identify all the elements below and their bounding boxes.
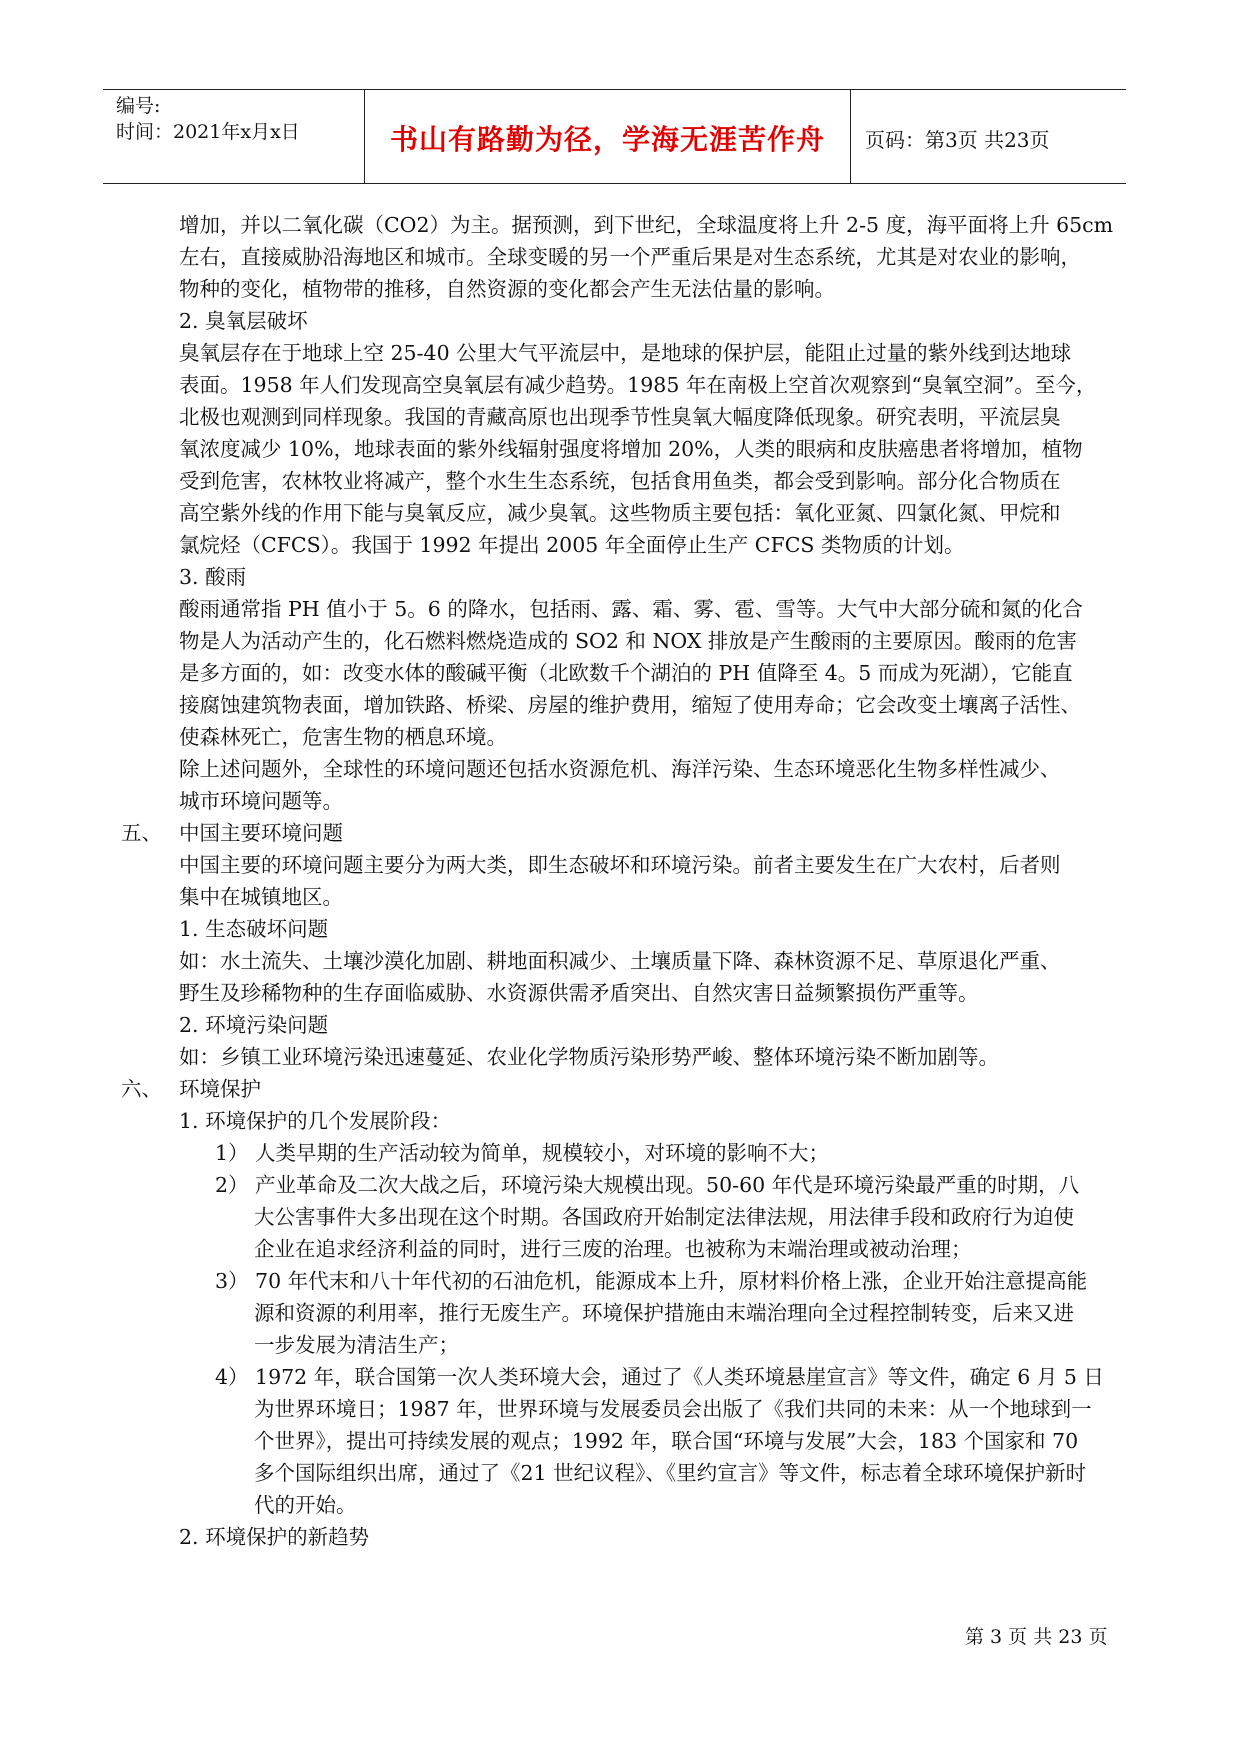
- subheading: 3. 酸雨: [179, 565, 247, 589]
- section-title: 环境保护: [179, 1077, 261, 1101]
- list-item-continuation: 代的开始。: [254, 1493, 357, 1517]
- text-line: 物种的变化，植物带的推移，自然资源的变化都会产生无法估量的影响。: [179, 277, 835, 301]
- section-number: 五、: [121, 821, 162, 845]
- text-line: 如：乡镇工业环境污染迅速蔓延、农业化学物质污染形势严峻、整体环境污染不断加剧等。: [179, 1045, 999, 1069]
- text-line: 臭氧层存在于地球上空 25-40 公里大气平流层中，是地球的保护层，能阻止过量的紫外线到达地球: [179, 341, 1072, 365]
- header-motto-cell: [365, 90, 851, 183]
- text-line: 是多方面的，如：改变水体的酸碱平衡（北欧数千个湖泊的 PH 值降至 4。5 而成为死湖），它能直: [179, 661, 1073, 685]
- text-line: 酸雨通常指 PH 值小于 5。6 的降水，包括雨、露、霜、雾、雹、雪等。大气中大部分硫和氮的化合: [179, 597, 1083, 621]
- text-line: 左右，直接威胁沿海地区和城市。全球变暖的另一个严重后果是对生态系统，尤其是对农业的影响，: [179, 245, 1081, 269]
- text-line: 使森林死亡，危害生物的栖息环境。: [179, 725, 507, 749]
- header-meta-cell: [103, 90, 365, 183]
- list-item-continuation: 一步发展为清洁生产；: [254, 1333, 459, 1357]
- text-line: 集中在城镇地区。: [179, 885, 343, 909]
- subheading: 1. 生态破坏问题: [179, 917, 329, 941]
- motto-text: 书山有路勤为径，学海无涯苦作舟: [389, 123, 825, 156]
- list-item-continuation: 源和资源的利用率，推行无废生产。环境保护措施由末端治理向全过程控制转变，后来又进: [254, 1301, 1074, 1325]
- header-page-cell: [851, 90, 1126, 183]
- text-line: 野生及珍稀物种的生存面临威胁、水资源供需矛盾突出、自然灾害日益频繁损伤严重等。: [179, 981, 979, 1005]
- text-line: 北极也观测到同样现象。我国的青藏高原也出现季节性臭氧大幅度降低现象。研究表明，平流层臭: [179, 405, 1061, 429]
- list-item: 3） 70 年代末和八十年代初的石油危机，能源成本上升，原材料价格上涨，企业开始注意提高能: [215, 1269, 1088, 1293]
- list-item-continuation: 大公害事件大多出现在这个时期。各国政府开始制定法律法规，用法律手段和政府行为迫使: [254, 1205, 1074, 1229]
- text-line: 物是人为活动产生的，化石燃料燃烧造成的 SO2 和 NOX 排放是产生酸雨的主要原因。酸雨的危害: [179, 629, 1077, 653]
- section-number: 六、: [121, 1077, 162, 1101]
- list-item: 1） 人类早期的生产活动较为简单，规模较小，对环境的影响不大；: [215, 1141, 830, 1165]
- text-line: 接腐蚀建筑物表面，增加铁路、桥梁、房屋的维护费用，缩短了使用寿命；它会改变土壤离子活性、: [179, 693, 1081, 717]
- subheading: 2. 环境保护的新趋势: [179, 1525, 370, 1549]
- time-label: 时间：2021年x月x日: [116, 121, 300, 143]
- page-footer: 第 3 页 共 23 页: [965, 1626, 1108, 1648]
- subheading: 2. 臭氧层破坏: [179, 309, 308, 333]
- text-line: 受到危害，农林牧业将减产，整个水生生态系统，包括食用鱼类，都会受到影响。部分化合物质在: [179, 469, 1061, 493]
- list-item: 2） 产业革命及二次大战之后，环境污染大规模出现。50-60 年代是环境污染最严重的时期，八: [215, 1173, 1080, 1197]
- text-line: 城市环境问题等。: [179, 789, 343, 813]
- list-item-continuation: 多个国际组织出席，通过了《21 世纪议程》、《里约宣言》等文件，标志着全球环境保护新时: [254, 1461, 1087, 1485]
- text-line: 增加，并以二氧化碳（CO2）为主。据预测，到下世纪，全球温度将上升 2-5 度，海平面将上升 65cm: [179, 213, 1114, 237]
- text-line: 高空紫外线的作用下能与臭氧反应，减少臭氧。这些物质主要包括：氧化亚氮、四氯化氮、甲烷和: [179, 501, 1061, 525]
- text-line: 中国主要的环境问题主要分为两大类，即生态破坏和环境污染。前者主要发生在广大农村，后者则: [179, 853, 1061, 877]
- text-line: 氯烷烃（CFCS）。我国于 1992 年提出 2005 年全面停止生产 CFCS 类物质的计划。: [179, 533, 965, 557]
- page-info: 页码：第3页 共23页: [865, 128, 1050, 152]
- text-line: 氧浓度减少 10%，地球表面的紫外线辐射强度将增加 20%，人类的眼病和皮肤癌患者将增加，植物: [179, 437, 1083, 461]
- list-item-continuation: 个世界》，提出可持续发展的观点；1992 年，联合国“环境与发展”大会，183 个国家和 70: [254, 1429, 1079, 1453]
- list-item-continuation: 为世界环境日；1987 年，世界环境与发展委员会出版了《我们共同的未来：从一个地球到一: [254, 1397, 1092, 1421]
- list-item: 4） 1972 年，联合国第一次人类环境大会，通过了《人类环境悬崖宣言》等文件，确定 6 月 5 日: [215, 1365, 1104, 1389]
- text-line: 除上述问题外，全球性的环境问题还包括水资源危机、海洋污染、生态环境恶化生物多样性减少、: [179, 757, 1061, 781]
- list-item-continuation: 企业在追求经济利益的同时，进行三废的治理。也被称为末端治理或被动治理；: [254, 1237, 972, 1261]
- page-header: [103, 89, 1126, 184]
- subheading: 1. 环境保护的几个发展阶段：: [179, 1109, 452, 1133]
- subheading: 2. 环境污染问题: [179, 1013, 329, 1037]
- serial-number-label: 编号:: [116, 95, 161, 117]
- text-line: 表面。1958 年人们发现高空臭氧层有减少趋势。1985 年在南极上空首次观察到“臭氧空洞”。至今，: [179, 373, 1097, 397]
- section-title: 中国主要环境问题: [179, 821, 343, 845]
- text-line: 如：水土流失、土壤沙漠化加剧、耕地面积减少、土壤质量下降、森林资源不足、草原退化严重、: [179, 949, 1061, 973]
